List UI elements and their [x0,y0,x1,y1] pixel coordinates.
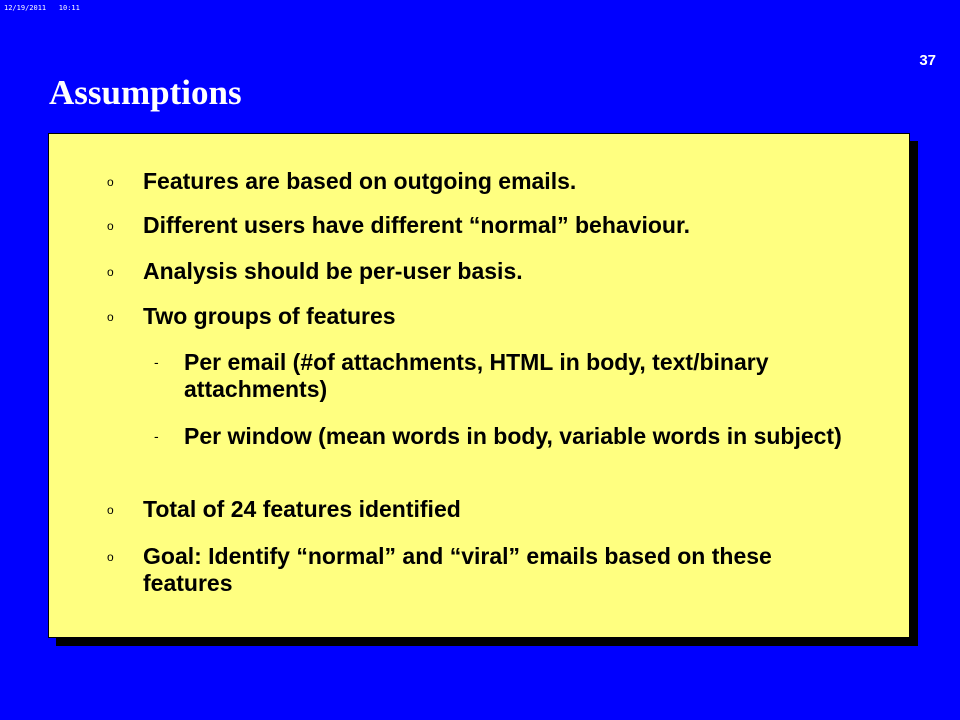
sub-bullet-text: Per email (#of attachments, HTML in body, text/binary attachments) [184,349,769,402]
page-number: 37 [919,52,936,69]
bullet-text: Features are based on outgoing emails. [143,168,577,194]
sub-bullet-text: Per window (mean words in body, variable words in subject) [184,423,842,449]
slide-title: Assumptions [49,73,242,112]
bullet-text: Two groups of features [143,303,396,329]
bullet-marker: o [107,265,114,279]
sub-bullet-marker: - [154,354,159,370]
bullet-marker: o [107,310,114,324]
timestamp: 12/19/2011 10:11 [4,4,80,12]
bullet-marker: o [107,503,114,517]
sub-bullet-marker: - [154,428,159,444]
bullet-text: Analysis should be per-user basis. [143,258,523,284]
bullet-marker: o [107,550,114,564]
bullet-text: Goal: Identify “normal” and “viral” emails based on these features [143,543,772,596]
bullet-text: Different users have different “normal” behaviour. [143,212,691,238]
bullet-marker: o [107,175,114,189]
bullet-text: Total of 24 features identified [143,496,461,522]
content-box [48,133,910,638]
bullet-marker: o [107,219,114,233]
